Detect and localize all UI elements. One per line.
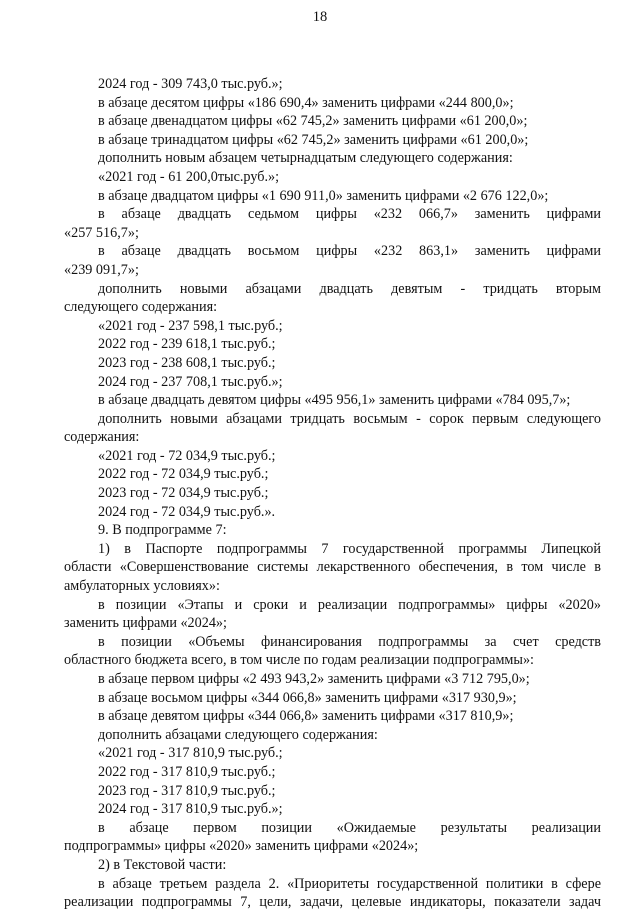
text-line: в позиции «Объемы финансирования подпрограммы за счет средств	[98, 633, 601, 650]
page-number: 18	[312, 9, 328, 25]
text-line: дополнить новыми абзацами тридцать восьмым - сорок первым следующего	[98, 410, 601, 427]
text-line: 2) в Текстовой части:	[98, 856, 227, 873]
text-line: 2024 год - 317 810,9 тыс.руб.»;	[98, 801, 283, 818]
text-line: 2022 год - 317 810,9 тыс.руб.;	[98, 763, 276, 780]
text-line: 9. В подпрограмме 7:	[98, 522, 227, 539]
text-line: амбулаторных условиях»:	[64, 578, 220, 595]
text-line: в абзаце третьем раздела 2. «Приоритеты государственной политики в сфере	[98, 875, 601, 892]
text-line: дополнить абзацами следующего содержания:	[98, 726, 378, 743]
text-line: дополнить новыми абзацами двадцать девятым - тридцать вторым	[98, 280, 601, 297]
text-line: в абзаце первом позиции «Ожидаемые результаты реализации	[98, 819, 601, 836]
text-line: 2024 год - 72 034,9 тыс.руб.».	[98, 503, 276, 520]
text-line: в абзаце двадцать восьмом цифры «232 863,1» заменить цифрами	[98, 243, 601, 260]
text-line: подпрограммы» цифры «2020» заменить цифрами «2024»;	[64, 838, 419, 855]
text-line: 2024 год - 237 708,1 тыс.руб.»;	[98, 373, 283, 390]
text-line: заменить цифрами «2024»;	[64, 615, 227, 632]
document-body	[64, 75, 601, 912]
text-line: в абзаце двадцать седьмом цифры «232 066,7» заменить цифрами	[98, 206, 601, 223]
text-line: 2023 год - 72 034,9 тыс.руб.;	[98, 485, 269, 502]
text-line: реализации подпрограммы 7, цели, задачи, целевые индикаторы, показатели задач	[64, 894, 601, 911]
text-line: областного бюджета всего, в том числе по годам реализации подпрограммы»:	[64, 652, 534, 669]
text-line: 2022 год - 72 034,9 тыс.руб.;	[98, 466, 269, 483]
text-line: в позиции «Этапы и сроки и реализации подпрограммы» цифры «2020»	[98, 596, 601, 613]
text-line: в абзаце двадцать девятом цифры «495 956,1» заменить цифрами «784 095,7»;	[98, 392, 571, 409]
text-line: «2021 год - 61 200,0тыс.руб.»;	[98, 168, 280, 185]
text-line: «2021 год - 317 810,9 тыс.руб.;	[98, 745, 283, 762]
text-line: в абзаце двадцатом цифры «1 690 911,0» заменить цифрами «2 676 122,0»;	[98, 187, 549, 204]
text-line: дополнить новым абзацем четырнадцатым следующего содержания:	[98, 150, 513, 167]
text-line: области «Совершенствование системы лекарственного обеспечения, в том числе в	[64, 559, 601, 576]
text-line: в абзаце первом цифры «2 493 943,2» заменить цифрами «3 712 795,0»;	[98, 671, 530, 687]
text-line: в абзаце десятом цифры «186 690,4» заменить цифрами «244 800,0»;	[98, 94, 514, 111]
text-line: 2024 год - 309 743,0 тыс.руб.»;	[98, 76, 283, 92]
text-line: содержания:	[64, 429, 140, 446]
text-line: «2021 год - 237 598,1 тыс.руб.;	[98, 317, 283, 334]
text-line: 2022 год - 239 618,1 тыс.руб.;	[98, 336, 276, 353]
text-line: в абзаце тринадцатом цифры «62 745,2» заменить цифрами «61 200,0»;	[98, 131, 529, 148]
text-line: 2023 год - 238 608,1 тыс.руб.;	[98, 354, 276, 371]
text-line: 1) в Паспорте подпрограммы 7 государственной программы Липецкой	[98, 540, 601, 557]
text-line: «257 516,7»;	[64, 224, 139, 241]
text-line: следующего содержания:	[64, 299, 218, 316]
text-line: «239 091,7»;	[64, 261, 139, 278]
text-line: в абзаце восьмом цифры «344 066,8» заменить цифрами «317 930,9»;	[98, 689, 517, 706]
text-line: в абзаце девятом цифры «344 066,8» заменить цифрами «317 810,9»;	[98, 708, 514, 725]
text-line: «2021 год - 72 034,9 тыс.руб.;	[98, 447, 276, 464]
text-line: в абзаце двенадцатом цифры «62 745,2» заменить цифрами «61 200,0»;	[98, 113, 528, 130]
text-line: 2023 год - 317 810,9 тыс.руб.;	[98, 782, 276, 799]
